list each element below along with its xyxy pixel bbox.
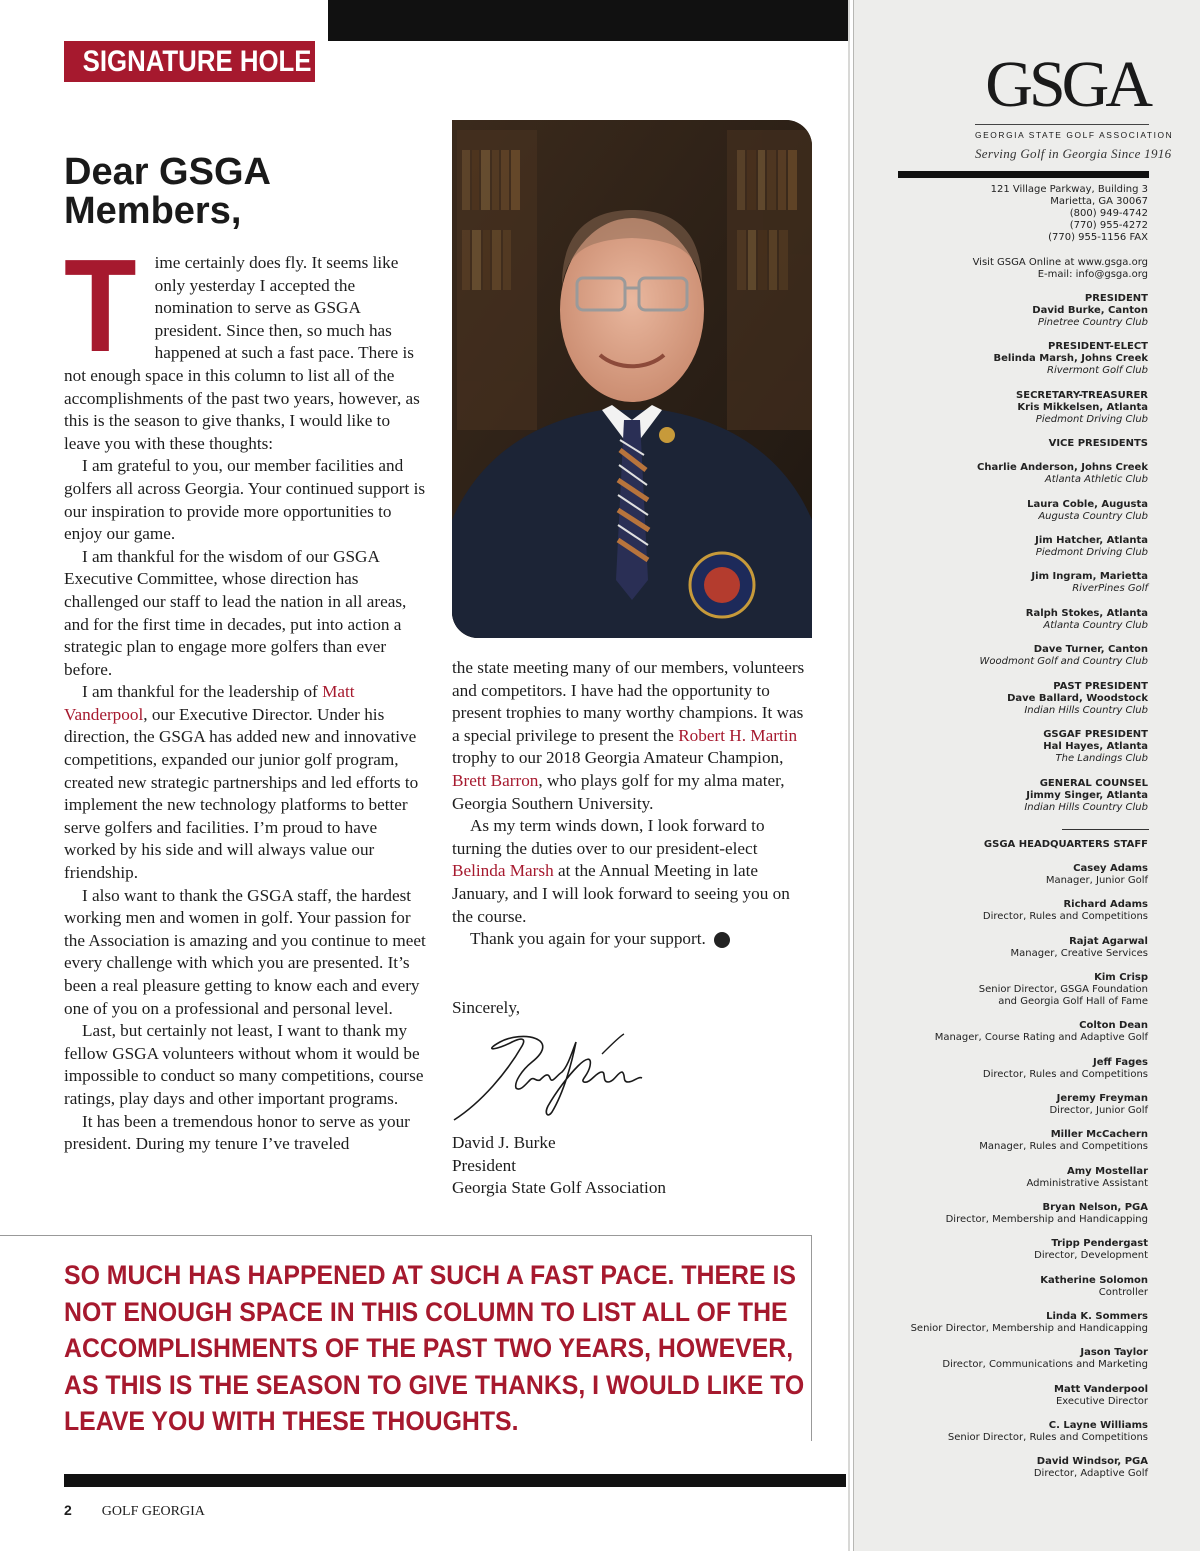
- staff-entry: [1026, 1166, 1148, 1190]
- end-mark-icon: [714, 932, 745, 948]
- pull-quote-line-1: SO MUCH HAS HAPPENED AT SUCH A FAST PACE. THERE IS: [64, 1260, 796, 1290]
- pull-quote-line-4: AS THIS IS THE SEASON TO GIVE THANKS, I WOULD LIKE TO: [64, 1369, 805, 1400]
- staff-name: David Windsor, PGA: [1036, 1456, 1148, 1467]
- staff-entry: [911, 1311, 1148, 1335]
- officer-role: PRESIDENT-ELECT: [1048, 341, 1148, 352]
- officer-club: Indian Hills Country Club: [1024, 705, 1148, 716]
- vp-name: Jim Hatcher, Atlanta: [1035, 535, 1148, 546]
- website[interactable]: Visit GSGA Online at www.gsga.org: [972, 257, 1148, 268]
- vp-name: Ralph Stokes, Atlanta: [1025, 608, 1148, 619]
- officer-role: PAST PRESIDENT: [1053, 681, 1148, 692]
- vice-presidents-heading: [1049, 438, 1148, 450]
- paragraph-2: I am grateful to you, our member facilities and golfers all across Georgia. Your continued support is our inspiration to provide more opportunities to enjoy our game.: [64, 456, 426, 544]
- staff-title: Director, Membership and Handicapping: [945, 1214, 1148, 1225]
- col2-p1-a: the state meeting many of our members, volunteers and competitors. I have had the opportunity to present trophies to many worthy champions. It was a special privilege to present the: [452, 658, 805, 745]
- paragraph-4: [64, 681, 426, 884]
- logo-wordmark: GSGA: [985, 48, 1149, 121]
- top-black-bar: [328, 0, 848, 41]
- officer-role: GENERAL COUNSEL: [1039, 778, 1148, 789]
- staff-title: Manager, Creative Services: [1010, 948, 1148, 959]
- vp-club: RiverPines Golf: [1072, 583, 1148, 594]
- officer-name: Hal Hayes, Atlanta: [1043, 741, 1148, 752]
- staff-title: Director, Adaptive Golf: [1033, 1468, 1148, 1479]
- vp-entry: [977, 462, 1148, 486]
- signer-organization: Georgia State Golf Association: [452, 1178, 667, 1198]
- officer-club: The Landings Club: [1055, 753, 1148, 764]
- signer-title: President: [452, 1155, 516, 1175]
- col2-paragraph-3: [452, 928, 814, 951]
- name-robert-h-martin: Robert H. Martin: [678, 725, 798, 745]
- officer-president-elect: [994, 341, 1149, 377]
- president-portrait: [452, 120, 812, 638]
- staff-name: Kim Crisp: [1094, 972, 1148, 983]
- paragraph-1: [64, 232, 426, 455]
- officer-role: SECRETARY-TREASURER: [1016, 390, 1148, 401]
- vp-club: Atlanta Athletic Club: [1044, 474, 1148, 485]
- col2-p2-a: As my term winds down, I look forward to turning the duties over to our president-elect: [452, 816, 765, 858]
- staff-name: Linda K. Sommers: [1046, 1311, 1148, 1322]
- staff-title: Manager, Course Rating and Adaptive Golf: [934, 1032, 1148, 1043]
- paragraph-4-b: , our Executive Director. Under his direction, the GSGA has added new and innovative competitions, expanded our junior golf program, created new strategic partnerships and led efforts to implement the new technology platforms to better serve golfers and facilities. I’m proud to have worked by his side and will always value our friendship.: [64, 704, 419, 883]
- signature-block: [452, 1132, 752, 1200]
- staff-entry: [979, 1129, 1148, 1153]
- vp-club: Augusta Country Club: [1038, 511, 1148, 522]
- staff-title: Administrative Assistant: [1026, 1178, 1148, 1189]
- vp-name: Laura Coble, Augusta: [1027, 499, 1148, 510]
- gsga-logo: [975, 48, 1174, 162]
- closing: Sincerely,: [452, 998, 521, 1017]
- staff-title: Director, Rules and Competitions: [982, 911, 1148, 922]
- sidebar-rule: [1062, 829, 1149, 830]
- staff-name: Miller McCachern: [1050, 1129, 1148, 1140]
- vp-club: Atlanta Country Club: [1043, 620, 1148, 631]
- staff-title: Director, Communications and Marketing: [942, 1359, 1148, 1370]
- vp-heading-label: VICE PRESIDENTS: [1048, 438, 1148, 449]
- pull-quote-line-3: ACCOMPLISHMENTS OF THE PAST TWO YEARS, HOWEVER,: [64, 1333, 794, 1363]
- logo-rule: [975, 124, 1149, 125]
- staff-name: Richard Adams: [1063, 899, 1148, 910]
- address-line-2: Marietta, GA 30067: [1050, 196, 1148, 207]
- officer-name: Belinda Marsh, Johns Creek: [993, 353, 1148, 364]
- staff-entry: [948, 1420, 1148, 1444]
- officer-role: PRESIDENT: [1084, 293, 1148, 304]
- staff-name: Katherine Solomon: [1040, 1275, 1148, 1286]
- officer-club: Rivermont Golf Club: [1047, 365, 1148, 376]
- paragraph-4-a: I am thankful for the leadership of: [82, 682, 323, 702]
- officer-name: Kris Mikkelsen, Atlanta: [1017, 402, 1148, 413]
- article-column-1: [64, 232, 426, 1156]
- phone-2: (770) 955-4272: [1069, 220, 1148, 231]
- staff-title: Senior Director, Membership and Handicapping: [910, 1323, 1148, 1334]
- staff-title: Manager, Rules and Competitions: [979, 1141, 1148, 1152]
- staff-entry: [1034, 1456, 1148, 1480]
- staff-title: Executive Director: [1055, 1396, 1148, 1407]
- vp-entry: [1035, 535, 1148, 559]
- staff-name: Rajat Agarwal: [1069, 936, 1148, 947]
- staff-name: Casey Adams: [1073, 863, 1148, 874]
- staff-entry: [935, 1020, 1148, 1044]
- online-block: [973, 257, 1148, 281]
- staff-entry: [1011, 936, 1148, 960]
- pull-quote-line-2: NOT ENOUGH SPACE IN THIS COLUMN TO LIST ALL OF THE: [64, 1296, 788, 1327]
- officer-club: Piedmont Driving Club: [1035, 414, 1148, 425]
- staff-entry: [983, 1057, 1148, 1081]
- bottom-black-bar: [64, 1474, 846, 1487]
- vp-name: Charlie Anderson, Johns Creek: [977, 462, 1148, 473]
- staff-entry: [1049, 1093, 1148, 1117]
- paragraph-6: Last, but certainly not least, I want to thank my fellow GSGA volunteers without whom it would be impossible to conduct so many competitions, course ratings, play days and other important programs.: [64, 1021, 424, 1108]
- sidebar-black-bar: [898, 171, 1149, 178]
- section-tag-label: SIGNATURE HOLE: [82, 45, 312, 78]
- signature-image: [452, 1032, 682, 1122]
- col2-p2-b: at the Annual Meeting in late January, and I will look forward to seeing you on the course.: [452, 861, 790, 926]
- officer-president: [1032, 293, 1148, 329]
- gsgaf-president: [1043, 729, 1148, 765]
- staff-title: Director, Development: [1034, 1250, 1148, 1261]
- staff-entry: [1034, 1238, 1148, 1262]
- vp-name: Dave Turner, Canton: [1033, 644, 1148, 655]
- footer: [64, 1502, 205, 1520]
- publication-name: GOLF GEORGIA: [101, 1504, 205, 1519]
- col2-p1-c: , who plays golf for my alma mater, Georgia Southern University.: [452, 770, 785, 813]
- col2-paragraph-1: [452, 657, 814, 815]
- name-matt-vanderpool: Matt Vanderpool: [64, 682, 355, 724]
- staff-name: Amy Mostellar: [1066, 1166, 1148, 1177]
- address-block: [991, 184, 1148, 244]
- staff-name: Bryan Nelson, PGA: [1042, 1202, 1148, 1213]
- staff-heading-label: GSGA HEADQUARTERS STAFF: [983, 839, 1148, 850]
- staff-entry: [1046, 863, 1148, 887]
- page-number: 2: [64, 1502, 72, 1518]
- staff-entry: [946, 1202, 1148, 1226]
- officer-name: Dave Ballard, Woodstock: [1007, 693, 1148, 704]
- staff-entry: [1054, 1384, 1148, 1408]
- name-belinda-marsh: Belinda Marsh: [452, 861, 554, 881]
- staff-title: Senior Director, Rules and Competitions: [947, 1432, 1148, 1443]
- officer-role: GSGAF PRESIDENT: [1043, 729, 1148, 740]
- paragraph-7: It has been a tremendous honor to serve as your president. During my tenure I’ve traveled: [64, 1111, 410, 1154]
- staff-name: Jeff Fages: [1093, 1057, 1148, 1068]
- staff-title: Director, Junior Golf: [1049, 1105, 1148, 1116]
- col2-paragraph-2: [452, 815, 814, 928]
- staff-title-2: and Georgia Golf Hall of Fame: [998, 996, 1148, 1007]
- officer-secretary-treasurer: [1016, 390, 1148, 426]
- col2-p3-text: Thank you again for your support.: [470, 929, 706, 949]
- staff-entry: [979, 972, 1148, 1008]
- section-tag: [64, 41, 315, 82]
- phone-1: (800) 949-4742: [1069, 208, 1148, 219]
- staff-name: Jason Taylor: [1080, 1347, 1148, 1358]
- staff-title: Manager, Junior Golf: [1045, 875, 1148, 886]
- staff-title: Controller: [1098, 1287, 1148, 1298]
- col2-p1-b: trophy to our 2018 Georgia Amateur Champion,: [452, 748, 784, 768]
- officer-club: Pinetree Country Club: [1037, 317, 1148, 328]
- staff-title: Senior Director, GSGA Foundation: [978, 984, 1148, 995]
- headline: [64, 153, 434, 231]
- officer-club: Indian Hills Country Club: [1024, 802, 1148, 813]
- article-column-2: [452, 657, 814, 951]
- general-counsel: [1024, 778, 1148, 814]
- sidebar-divider: [848, 0, 850, 1551]
- paragraph-5: I also want to thank the GSGA staff, the hardest working men and women in golf. Your passion for the Association is amazing and you continue to meet every challenge with which you are presented. It’s been a real pleasure getting to know each and every one of you on a professional and personal level.: [64, 885, 426, 1018]
- email[interactable]: E-mail: info@gsga.org: [1037, 269, 1148, 280]
- end-mark-label: GG: [732, 935, 745, 945]
- pull-quote: [64, 1257, 824, 1440]
- vp-entry: [1026, 608, 1148, 632]
- headline-line-1: Dear GSGA: [64, 151, 271, 193]
- paragraph-1-text: ime certainly does fly. It seems like only yesterday I accepted the nomination to serve as GSGA president. Since then, so much has happened at such a fast pace. There is not enough space in this column to list all of the accomplishments of the past two years, however, as this is the season to give thanks, I would like to leave you with these thoughts:: [64, 253, 420, 453]
- staff-name: Jeremy Freyman: [1056, 1093, 1148, 1104]
- vp-club: Woodmont Golf and Country Club: [979, 656, 1148, 667]
- staff-name: Matt Vanderpool: [1054, 1384, 1148, 1395]
- pull-quote-line-5: LEAVE YOU WITH THESE THOUGHTS.: [64, 1406, 519, 1436]
- vp-name: Jim Ingram, Marietta: [1031, 571, 1148, 582]
- past-president: [1007, 681, 1148, 717]
- staff-title: Director, Rules and Competitions: [982, 1069, 1148, 1080]
- logo-tagline: Serving Golf in Georgia Since 1916: [975, 146, 1172, 161]
- vp-club: Piedmont Driving Club: [1035, 547, 1148, 558]
- staff-entry: [983, 899, 1148, 923]
- fax: (770) 955-1156 FAX: [1048, 232, 1148, 243]
- officer-name: Jimmy Singer, Atlanta: [1026, 790, 1148, 801]
- vp-entry: [1027, 499, 1148, 523]
- signer-name: David J. Burke: [452, 1133, 556, 1152]
- staff-entry: [942, 1347, 1148, 1371]
- logo-subtitle: GEORGIA STATE GOLF ASSOCIATION: [975, 130, 1174, 140]
- paragraph-3: I am thankful for the wisdom of our GSGA Executive Committee, whose direction has challenged our staff to lead the nation in all areas, and for the first time in decades, put into action a strategic plan to engage more golfers than ever before.: [64, 546, 407, 679]
- staff-name: Colton Dean: [1079, 1020, 1148, 1031]
- drop-cap: T: [64, 232, 137, 379]
- staff-name: C. Layne Williams: [1048, 1420, 1148, 1431]
- officer-name: David Burke, Canton: [1032, 305, 1148, 316]
- staff-heading: [984, 839, 1148, 851]
- staff-name: Tripp Pendergast: [1051, 1238, 1148, 1249]
- staff-entry: [1040, 1275, 1148, 1299]
- vp-entry: [980, 644, 1148, 668]
- vp-entry: [1031, 571, 1148, 595]
- portrait-illustration: [452, 120, 812, 638]
- headline-line-2: Members,: [64, 190, 242, 232]
- name-brett-barron: Brett Barron: [452, 770, 539, 790]
- address-line-1: 121 Village Parkway, Building 3: [990, 184, 1148, 195]
